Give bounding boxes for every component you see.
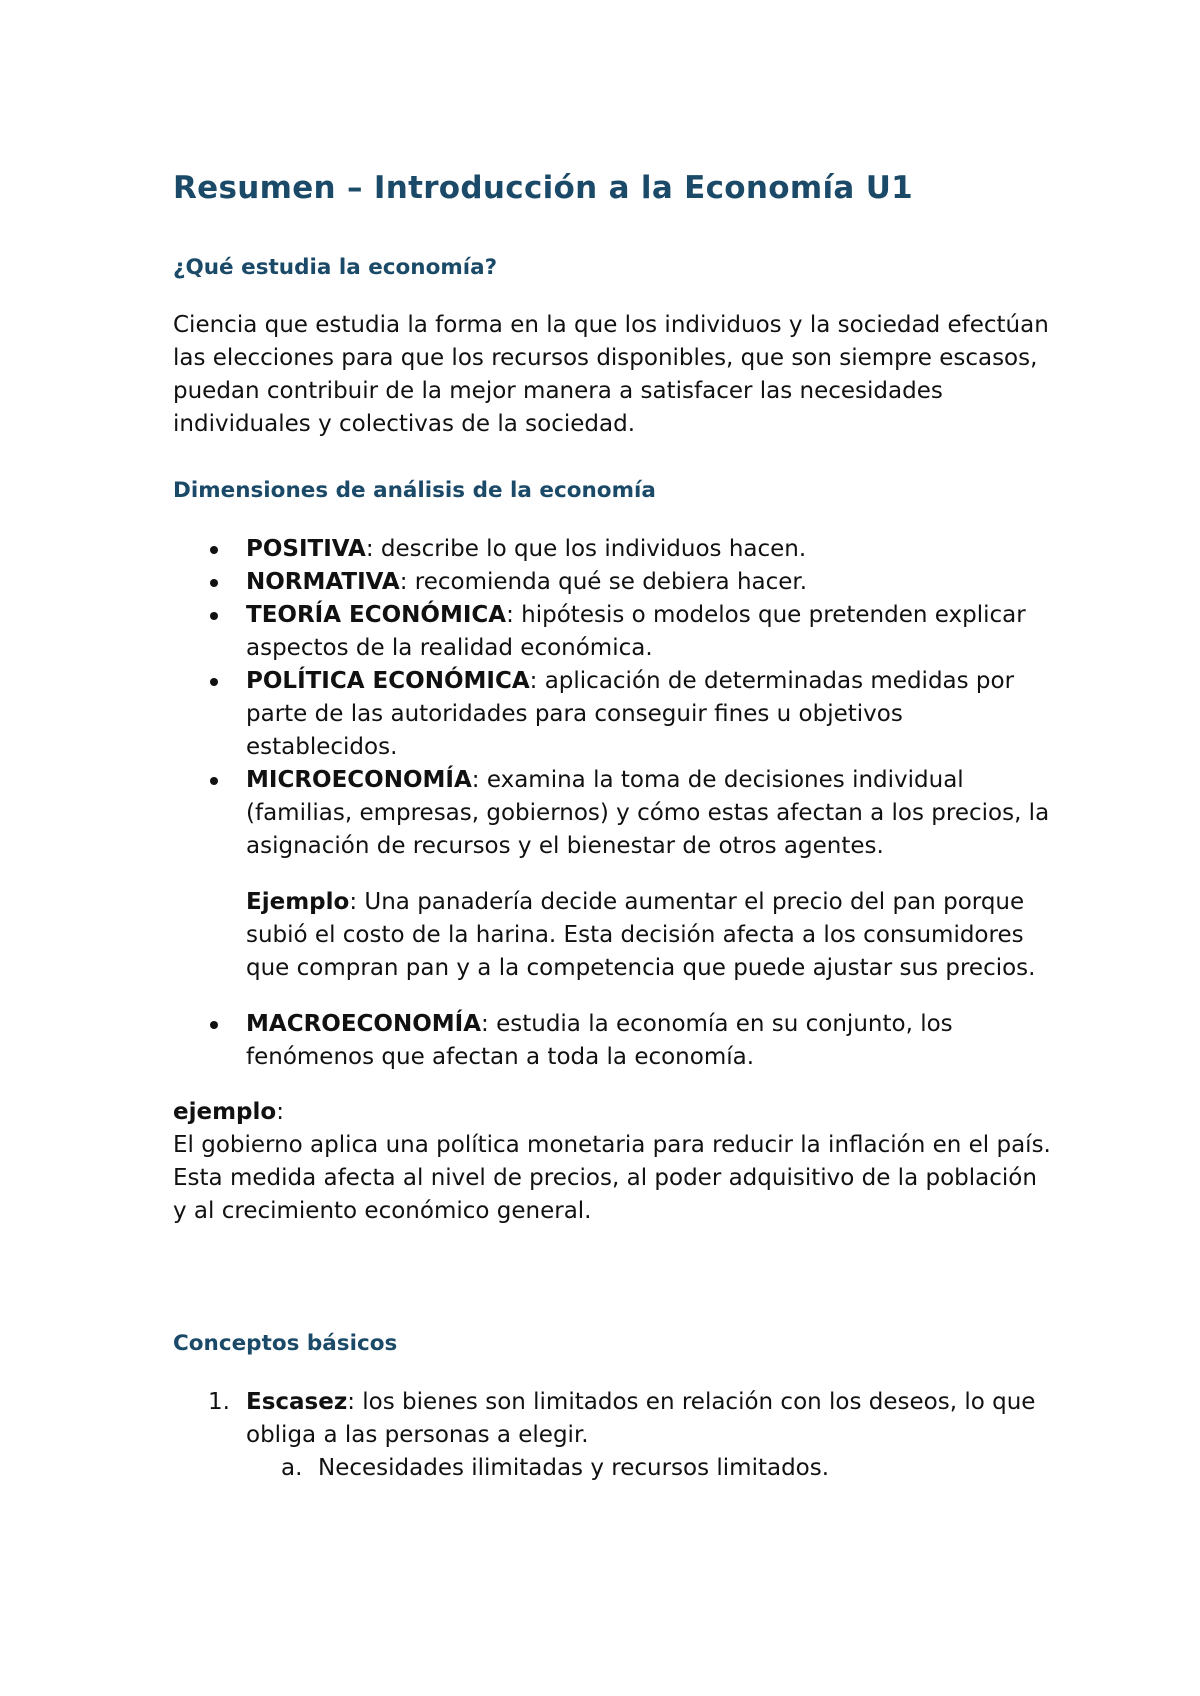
concepts-list [173, 1386, 1053, 1452]
item-term: Escasez [246, 1389, 348, 1415]
heading-que-estudia: ¿Qué estudia la economía? [173, 255, 498, 281]
bullet-icon [210, 678, 218, 686]
item-text: : describe lo que los individuos hacen. [365, 536, 807, 563]
item-text: : los bienes son limitados en relación con los deseos, lo que obliga a las personas a elegir. [246, 1389, 1036, 1448]
definition-paragraph: Ciencia que estudia la forma en la que los individuos y la sociedad efectúan las elecciones para que los recursos disponibles, que son siempre escasos, puedan contribuir de la mejor manera a satisfacer las necesidades individuales y colectivas de la sociedad. [173, 312, 1049, 438]
item-term: MACROECONOMÍA [246, 1011, 482, 1038]
list-item [173, 665, 1053, 764]
heading-conceptos: Conceptos básicos [173, 1331, 398, 1357]
list-item [173, 533, 1053, 566]
item-term: NORMATIVA [246, 569, 400, 596]
item-text: : hipótesis o modelos que pretenden explicar aspectos de la realidad económica. [246, 602, 1026, 662]
item-term: POSITIVA [246, 536, 366, 563]
item-number: 1. [208, 1389, 230, 1415]
bullet-icon [210, 612, 218, 620]
item-text: Necesidades ilimitadas y recursos limitados. [318, 1455, 830, 1481]
item-term: TEORÍA ECONÓMICA [246, 602, 507, 629]
list-item [173, 599, 1053, 665]
micro-example [173, 886, 1053, 985]
list-item [173, 764, 1053, 863]
example-label: ejemplo [173, 1099, 277, 1126]
sub-list-item [173, 1452, 1053, 1485]
item-term: POLÍTICA ECONÓMICA [246, 668, 530, 695]
heading-dimensiones: Dimensiones de análisis de la economía [173, 478, 656, 504]
list-item [173, 566, 1053, 599]
item-text: : recomienda qué se debiera hacer. [399, 569, 808, 596]
list-item [173, 1386, 1053, 1452]
item-text: : estudia la economía en su conjunto, los fenómenos que afectan a toda la economía. [246, 1011, 953, 1071]
bullet-icon [210, 1021, 218, 1029]
bullet-icon [210, 546, 218, 554]
dimensions-list [173, 533, 1053, 863]
item-term: MICROECONOMÍA [246, 767, 472, 794]
list-item [173, 1008, 1053, 1074]
example-text: : Una panadería decide aumentar el precio del pan porque subió el costo de la harina. Esta decisión afecta a los consumidores que compran pan y a la competencia que puede ajustar sus precios. [246, 889, 1036, 982]
example-colon: : [276, 1099, 284, 1126]
document-page [173, 170, 1053, 1485]
macro-example-label [173, 1096, 1053, 1129]
bullet-icon [210, 579, 218, 587]
item-text: : aplicación de determinadas medidas por parte de las autoridades para conseguir fines u objetivos establecidos. [246, 668, 1015, 761]
item-text: : examina la toma de decisiones individual (familias, empresas, gobiernos) y cómo estas afectan a los precios, la asignación de recursos y el bienestar de otros agentes. [246, 767, 1050, 860]
document-title: Resumen – Introducción a la Economía U1 [173, 170, 914, 206]
example-label: Ejemplo [246, 889, 350, 916]
item-letter: a. [281, 1455, 303, 1481]
macro-list [173, 1008, 1053, 1074]
macro-example-text: El gobierno aplica una política monetaria para reducir la inflación en el país. Esta medida afecta al nivel de precios, al poder adquisitivo de la población y al crecimiento económico general. [173, 1132, 1051, 1225]
bullet-icon [210, 777, 218, 785]
